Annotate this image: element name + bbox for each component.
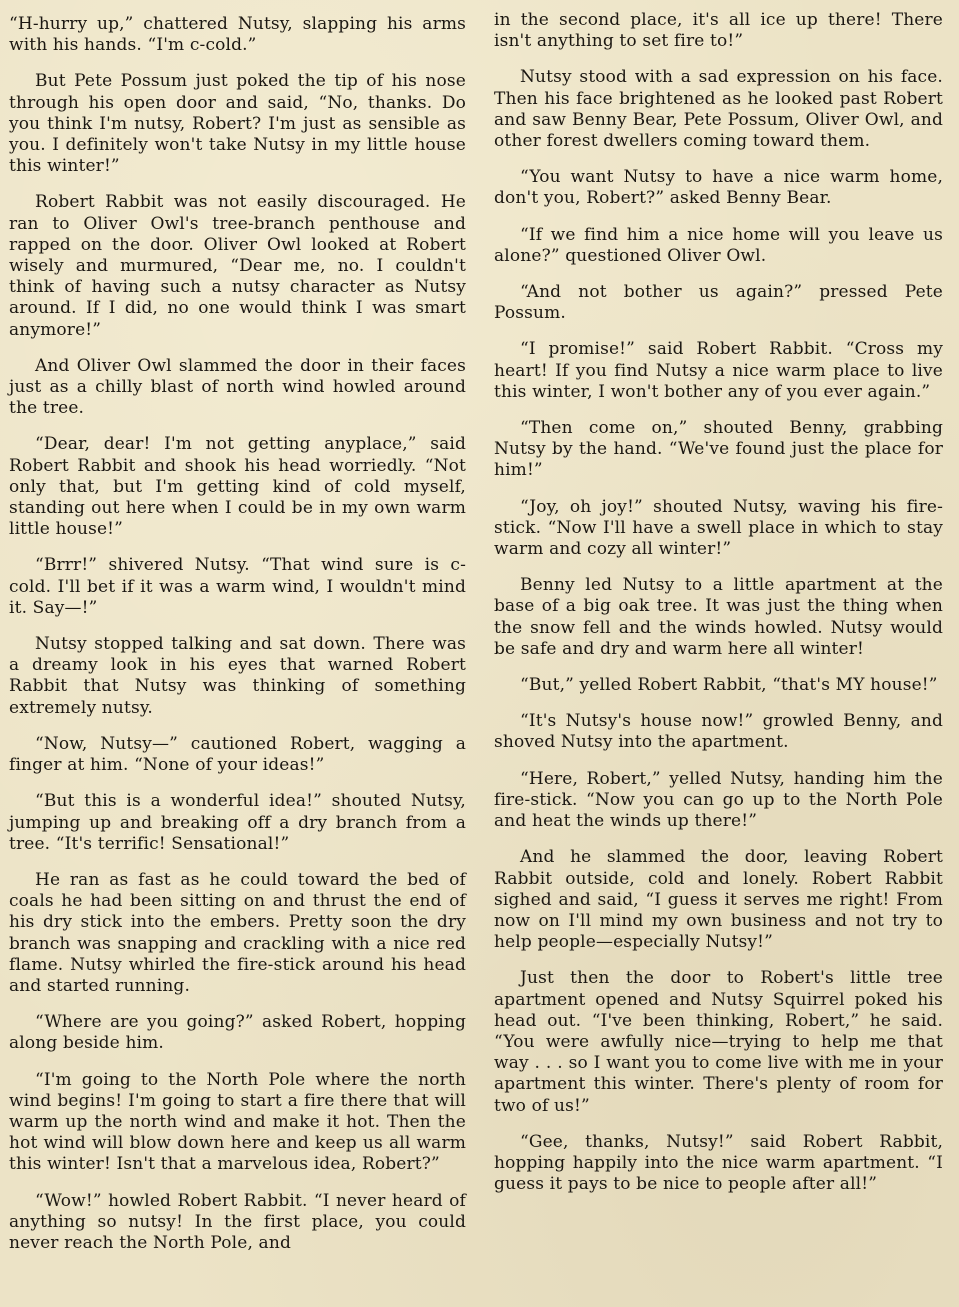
paragraph: And Oliver Owl slammed the door in their faces just as a chilly blast of north wind howled around the tree. (9, 355, 466, 419)
paragraph: in the second place, it's all ice up there! There isn't anything to set fire to!” (494, 10, 943, 52)
paragraph: “Joy, oh joy!” shouted Nutsy, waving his fire-stick. “Now I'll have a swell place in which to stay warm and cozy all winter!” (494, 496, 943, 560)
paragraph: “Where are you going?” asked Robert, hopping along beside him. (9, 1012, 466, 1054)
paragraph: “I'm going to the North Pole where the north wind begins! I'm going to start a fire there that will warm up the north wind and make it hot. Then the hot wind will blow down here and keep us all warm this winter! Isn't that a marvelous idea, Robert?” (9, 1069, 466, 1175)
paragraph: Nutsy stood with a sad expression on his face. Then his face brightened as he looked past Robert and saw Benny Bear, Pete Possum, Oliver Owl, and other forest dwellers coming toward them. (494, 67, 943, 152)
paragraph: “But this is a wonderful idea!” shouted Nutsy, jumping up and breaking off a dry branch from a tree. “It's terrific! Sensational!” (9, 791, 466, 854)
paragraph: “Now, Nutsy—” cautioned Robert, wagging a finger at him. “None of your ideas!” (9, 733, 466, 776)
paragraph: “Gee, thanks, Nutsy!” said Robert Rabbit, hopping happily into the nice warm apartment. “I guess it pays to be nice to people after all!” (494, 1131, 943, 1195)
paragraph: “You want Nutsy to have a nice warm home, don't you, Robert?” asked Benny Bear. (494, 167, 943, 209)
paragraph: “And not bother us again?” pressed Pete Possum. (494, 282, 943, 324)
paragraph: “Brrr!” shivered Nutsy. “That wind sure is c-cold. I'll bet if it was a warm wind, I wouldn't mind it. Say—!” (9, 555, 466, 618)
paragraph: “But,” yelled Robert Rabbit, “that's MY house!” (520, 675, 938, 696)
paragraph: Benny led Nutsy to a little apartment at the base of a big oak tree. It was just the thing when the snow fell and the winds howled. Nutsy would be safe and dry and warm here all winter! (494, 575, 943, 659)
paragraph: “If we find him a nice home will you leave us alone?” questioned Oliver Owl. (494, 224, 943, 266)
paragraph: And he slammed the door, leaving Robert Rabbit outside, cold and lonely. Robert Rabbit sighed and said, “I guess it serves me right! From now on I'll mind my own business and not try to help people—especially Nutsy!” (494, 847, 943, 953)
paragraph: “Here, Robert,” yelled Nutsy, handing him the fire-stick. “Now you can go up to the North Pole and heat the winds up there!” (494, 768, 943, 832)
paragraph: Just then the door to Robert's little tree apartment opened and Nutsy Squirrel poked his head out. “I've been thinking, Robert,” he said. “You were awfully nice—trying to help me that way . . . so I want you to come live with me in your apartment this winter. There's plenty of room for two of us!” (494, 968, 943, 1116)
paragraph: “I promise!” said Robert Rabbit. “Cross my heart! If you find Nutsy a nice warm place to live this winter, I won't bother any of you ever again.” (494, 339, 943, 402)
paragraph: Nutsy stopped talking and sat down. There was a dreamy look in his eyes that warned Robert Rabbit that Nutsy was thinking of something extremely nutsy. (9, 634, 466, 718)
paragraph: He ran as fast as he could toward the bed of coals he had been sitting on and thrust the end of his dry stick into the embers. Pretty soon the dry branch was snapping and crackling with a nice red flame. Nutsy whirled the fire-stick around his head and started running. (9, 869, 466, 996)
paragraph: Robert Rabbit was not easily discouraged. He ran to Oliver Owl's tree-branch penthouse and rapped on the door. Oliver Owl looked at Robert wisely and murmured, “Dear me, no. I couldn't think of having such a nutsy character as Nutsy around. If I did, no one would think I was smart anymore!” (9, 192, 466, 340)
paragraph: “Wow!” howled Robert Rabbit. “I never heard of anything so nutsy! In the first place, you could never reach the North Pole, and (9, 1190, 466, 1253)
right-column (494, 10, 943, 1210)
paragraph: But Pete Possum just poked the tip of his nose through his open door and said, “No, thanks. Do you think I'm nutsy, Robert? I'm just as sensible as you. I definitely won't take Nutsy in my little house this winter!” (9, 71, 466, 177)
paragraph: “It's Nutsy's house now!” growled Benny, and shoved Nutsy into the apartment. (494, 711, 943, 753)
left-column (9, 14, 466, 1269)
paragraph: “H-hurry up,” chattered Nutsy, slapping his arms with his hands. “I'm c-cold.” (9, 14, 466, 56)
paragraph: “Dear, dear! I'm not getting anyplace,” said Robert Rabbit and shook his head worriedly. “Not only that, but I'm getting kind of cold myself, standing out here when I could be in my own warm little house!” (9, 434, 466, 540)
paragraph: “Then come on,” shouted Benny, grabbing Nutsy by the hand. “We've found just the place for him!” (494, 418, 943, 481)
